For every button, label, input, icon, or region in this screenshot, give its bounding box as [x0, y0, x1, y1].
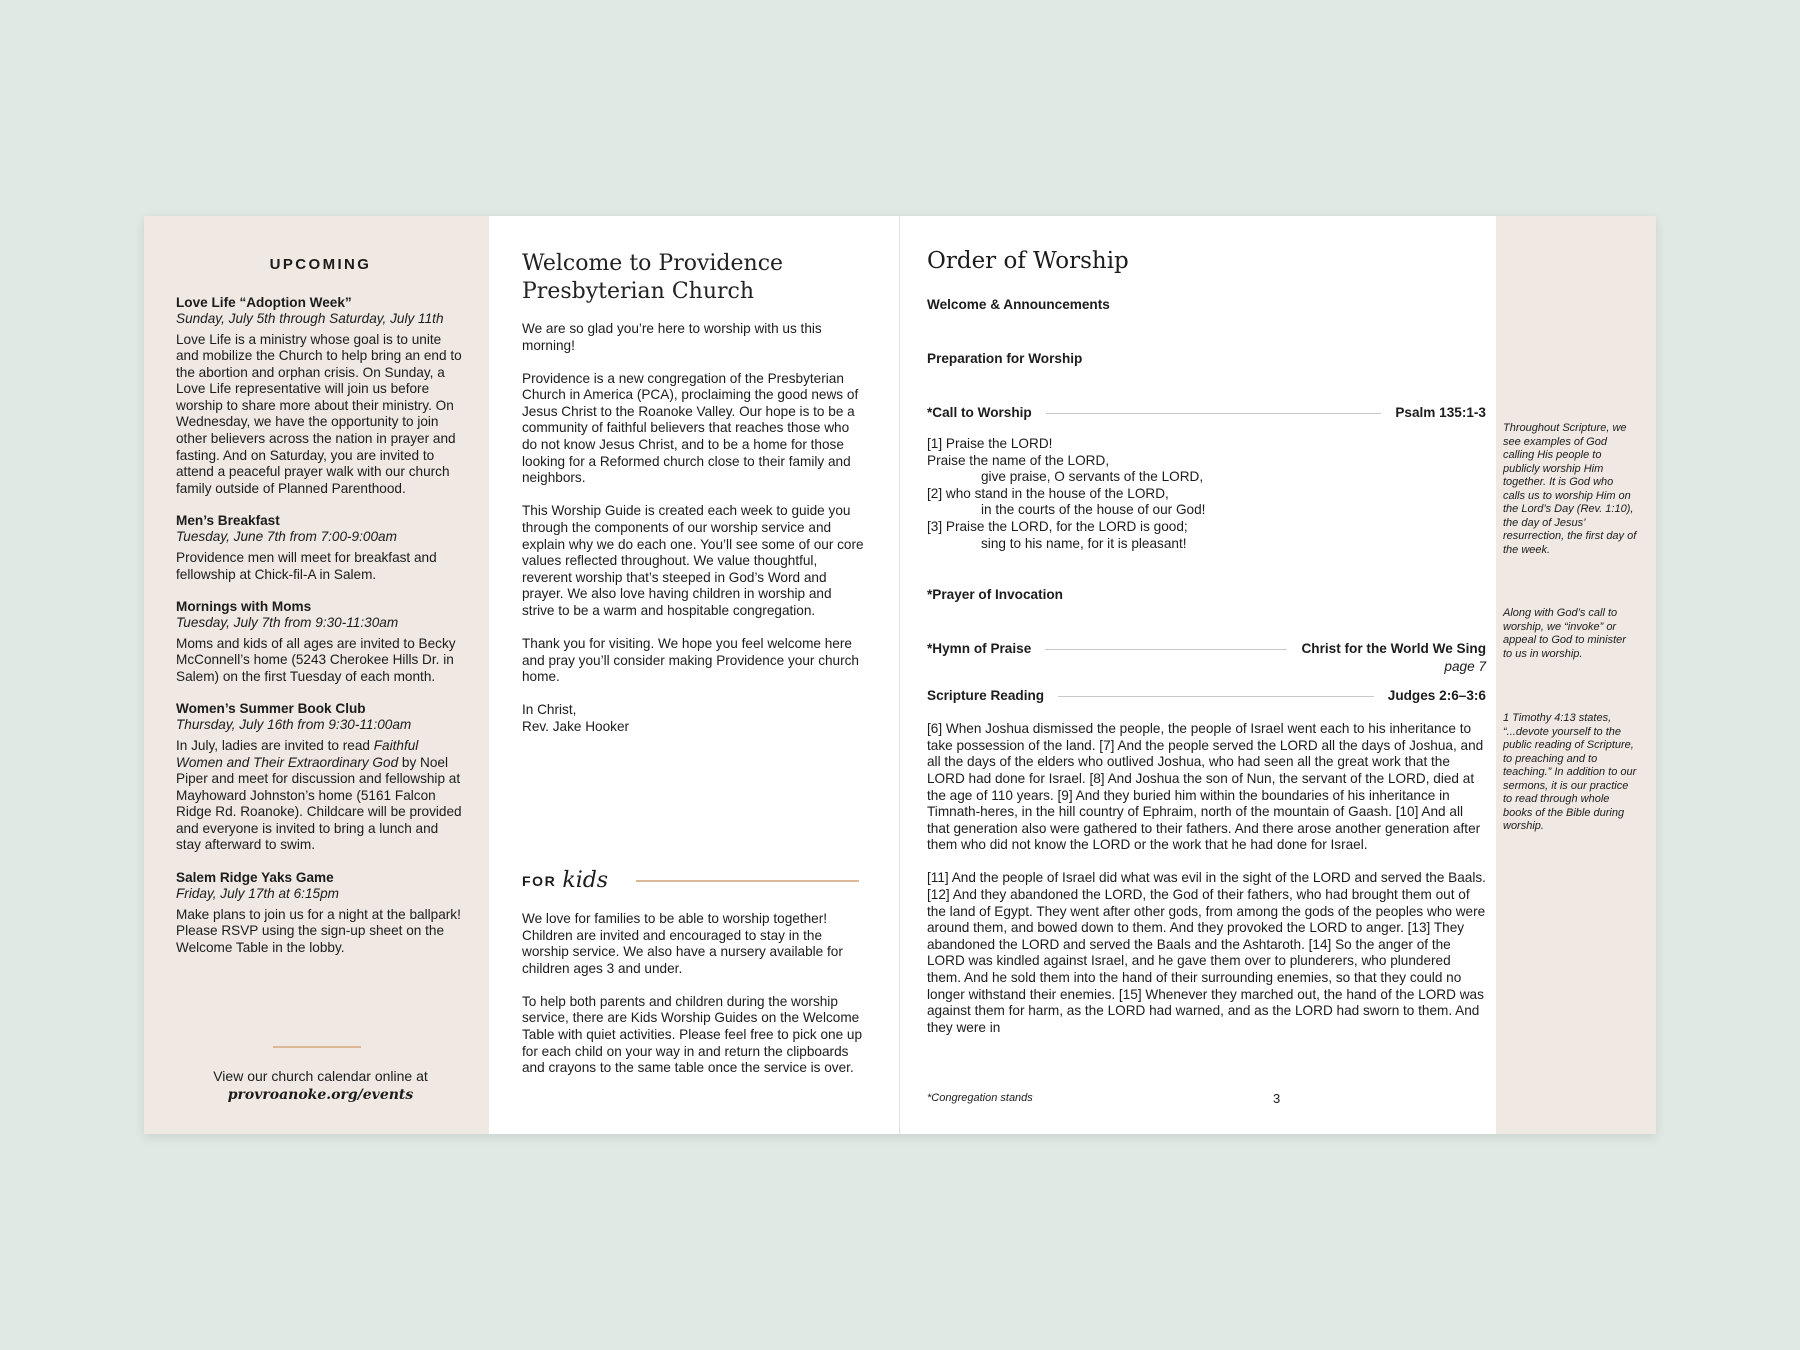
event-description	[176, 738, 465, 854]
order-item-call-to-worship	[927, 404, 1486, 422]
kids-heading	[522, 868, 859, 893]
order-item-label: Preparation for Worship	[927, 351, 1083, 366]
reading-paragraph: [6] When Joshua dismissed the people, the people of Israel went each to his inheritance to take possession of the land. [7] And the people served the LORD all the days of Joshua, and all the days of the elders who outlived Joshua, who had seen all the great work that the LORD had done for Israel. [8] And Joshua the son of Nun, the servant of the LORD, died at the age of 110 years. [9] And they buried him within the boundaries of his inheritance in Timnath-heres, in the hill country of Ephraim, north of the mountain of Gaash. [10] And all that generation also were gathered to their fathers. And there arose another generation after them who did not know the LORD or the work that he had done for Israel.	[927, 721, 1484, 853]
order-item-label: Scripture Reading	[927, 688, 1045, 704]
event-date: Sunday, July 5th through Saturday, July 11th	[176, 311, 444, 326]
leader-rule	[1058, 696, 1374, 697]
leader-rule	[1046, 413, 1382, 414]
welcome-paragraph: This Worship Guide is created each week to guide you through the components of our worship service and explain why we do each one. You’ll see some of our core values reflected throughout. We value thoughtful, reverent worship that’s steeped in God’s Word and prayer. We also love having children in worship and strive to be a warm and hospitable congregation.	[522, 503, 864, 618]
event-item	[176, 513, 465, 583]
signature-name: Rev. Jake Hooker	[522, 718, 630, 734]
event-description: Providence men will meet for breakfast and fellowship at Chick-fil-A in Salem.	[176, 549, 437, 582]
welcome-panel	[489, 216, 900, 1134]
leader-rule	[1045, 649, 1287, 650]
event-date: Tuesday, June 7th from 7:00-9:00am	[176, 529, 397, 545]
psalm-text	[927, 436, 1486, 552]
psalm-line: [3] Praise the LORD, for the LORD is good;	[927, 518, 1188, 534]
order-item-label: *Hymn of Praise	[927, 641, 1032, 657]
side-note-scripture: 1 Timothy 4:13 states, “...devote yourself to the public reading of Scripture, to preaching and to teaching.” In addition to our sermons, it is our practice to read through whole books of the Bible during worship.	[1503, 712, 1637, 832]
psalm-line: sing to his name, for it is pleasant!	[981, 535, 1187, 551]
event-description: Make plans to join us for a night at the ballpark! Please RSVP using the sign-up sheet on the Welcome Table in the lobby.	[176, 906, 461, 955]
event-title: Mornings with Moms	[176, 599, 312, 615]
order-item-preparation	[927, 350, 1486, 368]
event-title: Men’s Breakfast	[176, 513, 280, 529]
event-title: Women’s Summer Book Club	[176, 701, 366, 717]
calendar-text: View our church calendar online at	[213, 1068, 428, 1084]
kids-paragraph: To help both parents and children during the worship service, there are Kids Worship Guides on the Welcome Table with quiet activities. Please feel free to pick one up for each child on your way in and return the clipboards and crayons to the same table once the service is over.	[522, 993, 863, 1076]
event-title: Salem Ridge Yaks Game	[176, 870, 334, 886]
side-notes-panel	[1496, 216, 1656, 1134]
order-item-reference: Christ for the World We Sing	[1301, 641, 1486, 657]
psalm-line: Praise the name of the LORD,	[927, 452, 1110, 468]
welcome-title-line2: Presbyterian Church	[522, 279, 755, 304]
calendar-info	[168, 1068, 473, 1105]
event-description-end: by Noel Piper and meet for discussion and fellowship at Mayhoward Johnston’s home (5161 Falcon Ridge Rd. Roanoke). Childcare will be provided and everyone is invited to bring a lunch and stay afterward to swim.	[176, 754, 462, 853]
welcome-paragraph: Providence is a new congregation of the Presbyterian Church in America (PCA), proclaiming the good news of Jesus Christ to the Roanoke Valley. Our hope is to be a community of faithful believers that reaches those who do not know Jesus Christ, and to be a home for those looking for a Reformed church close to their family and neighbors.	[522, 370, 859, 486]
kids-heading-for: FOR	[522, 872, 557, 889]
welcome-paragraph: Thank you for visiting. We hope you feel welcome here and pray you’ll consider making Providence your church home.	[522, 636, 859, 685]
calendar-link[interactable]: provroanoke.org/events	[227, 1087, 414, 1103]
order-of-worship-panel	[900, 216, 1496, 1134]
order-item-scripture	[927, 687, 1486, 705]
scripture-reading-text	[927, 721, 1486, 1036]
order-item-invocation	[927, 586, 1486, 604]
event-item	[176, 701, 465, 854]
event-item	[176, 599, 465, 685]
psalm-line: [1] Praise the LORD!	[927, 436, 1053, 451]
order-item-reference: Psalm 135:1-3	[1395, 405, 1486, 420]
kids-heading-rule	[636, 880, 859, 882]
event-item	[176, 295, 465, 497]
book-title: Faithful Women and Their Extraordinary God	[176, 737, 419, 770]
event-title: Love Life “Adoption Week”	[176, 295, 352, 310]
psalm-line: give praise, O servants of the LORD,	[981, 469, 1204, 485]
side-note-invocation: Along with God’s call to worship, we “invoke” or appeal to God to minister to us in worship.	[1503, 607, 1626, 660]
order-item-label: *Call to Worship	[927, 405, 1032, 420]
order-item-hymn	[927, 640, 1486, 658]
congregation-stands-note: *Congregation stands	[927, 1092, 1033, 1104]
event-item	[176, 870, 465, 956]
event-description: Moms and kids of all ages are invited to Becky McConnell’s home (5243 Cherokee Hills Dr. in Salem) on the first Tuesday of each month.	[176, 635, 456, 684]
hymn-page-reference: page 7	[1444, 659, 1486, 675]
kids-paragraph: We love for families to be able to worship together! Children are invited and encouraged to stay in the worship service. We also have a nursery available for children ages 3 and under.	[522, 911, 843, 976]
kids-heading-kids: kids	[562, 868, 609, 893]
side-note-call-to-worship: Throughout Scripture, we see examples of God calling His people to publicly worship Him together. It is God who calls us to worship Him on the Lord’s Day (Rev. 1:10), the day of Jesus’ resurrection, the first day of the week.	[1503, 422, 1637, 556]
upcoming-panel	[144, 216, 489, 1134]
event-date: Tuesday, July 7th from 9:30-11:30am	[176, 615, 399, 631]
event-date: Thursday, July 16th from 9:30-11:00am	[176, 717, 412, 733]
event-description-start: In July, ladies are invited to read	[176, 737, 374, 753]
upcoming-title: UPCOMING	[269, 256, 372, 273]
welcome-title	[522, 250, 865, 306]
welcome-paragraph: We are so glad you’re here to worship with us this morning!	[522, 321, 822, 353]
reading-paragraph: [11] And the people of Israel did what was evil in the sight of the LORD and served the Baals. [12] And they abandoned the LORD, the God of their fathers, who had brought them out of the land of Egypt. They went after other gods, from among the gods of the peoples who were around them, and bowed down to them. And they provoked the LORD to anger. [13] They abandoned the LORD and served the Baals and the Ashtaroth. [14] So the anger of the LORD was kindled against Israel, and he gave them over to plunderers, who plundered them. And he sold them into the hand of their surrounding enemies, so that they could no longer withstand their enemies. [15] Whenever they marched out, the hand of the LORD was against them for harm, as the LORD had warned, and as the LORD had sworn to them. And they were in	[927, 870, 1486, 1035]
welcome-signature	[522, 702, 865, 735]
event-description: Love Life is a ministry whose goal is to unite and mobilize the Church to help bring an end to the abortion and orphan crisis. On Sunday, a Love Life representative will join us before worship to share more about their ministry. On Wednesday, we have the opportunity to join other believers across the nation in prayer and fasting. And on Saturday, you are invited to attend a peaceful prayer walk with our church family outside of Planned Parenthood.	[176, 331, 462, 496]
signature-closing: In Christ,	[522, 702, 577, 718]
upcoming-divider	[273, 1046, 361, 1048]
event-date: Friday, July 17th at 6:15pm	[176, 886, 339, 902]
bulletin-spread	[144, 216, 1656, 1134]
welcome-title-line1: Welcome to Providence	[522, 251, 784, 276]
order-item-reference: Judges 2:6–3:6	[1387, 688, 1486, 704]
order-item-label: *Prayer of Invocation	[927, 587, 1063, 603]
order-title: Order of Worship	[927, 248, 1129, 274]
kids-section	[522, 911, 865, 1093]
order-item-label: Welcome & Announcements	[927, 297, 1110, 312]
page-number: 3	[1273, 1091, 1281, 1106]
order-item-welcome	[927, 296, 1486, 314]
psalm-line: in the courts of the house of our God!	[981, 502, 1206, 518]
psalm-line: [2] who stand in the house of the LORD,	[927, 485, 1169, 501]
